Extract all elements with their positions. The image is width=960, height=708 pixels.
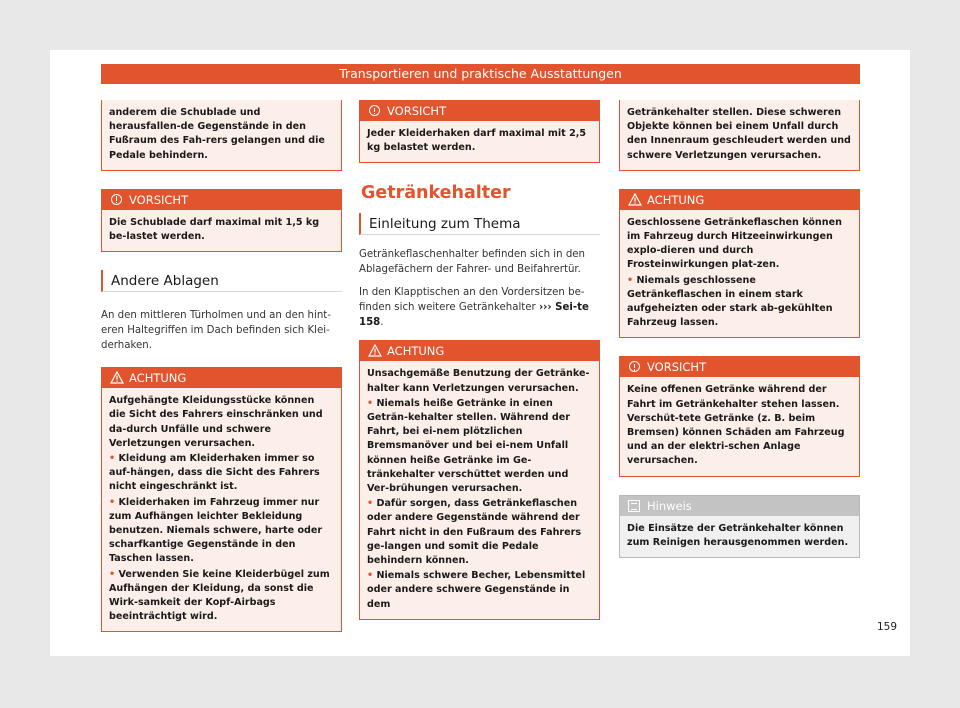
box-label: ACHTUNG <box>387 344 445 359</box>
vorsicht-box <box>359 100 600 163</box>
bullet-icon: • <box>109 453 116 465</box>
manual-page <box>50 50 910 656</box>
continued-text: anderem die Schublade und herausfallen-de Gegenstände in den Fußraum des Fah-rers gelangen und die Pedale behindern. <box>109 107 325 161</box>
achtung-intro: Geschlossene Getränkeflaschen können im Fahrzeug durch Hitzeeinwirkungen explo-dieren und durch Frosteinwirkungen plat-zen. <box>627 216 842 271</box>
info-circle-icon <box>629 361 640 372</box>
vorsicht-text: Jeder Kleiderhaken darf maximal mit 2,5 kg belastet werden. <box>367 128 587 154</box>
paragraph: Getränkeflaschenhalter befinden sich in den Ablagefächern der Fahrer- und Beifahrertür. <box>359 249 586 276</box>
continued-warning-box <box>619 100 860 171</box>
paragraph: In den Klapptischen an den Vordersitzen be-finden sich weitere Getränkehalter ››› Sei-te 158. <box>359 287 589 329</box>
chapter-title: Getränkehalter <box>361 183 511 204</box>
continued-warning-box <box>101 100 342 171</box>
paragraph: An den mittleren Türholmen und an den hint-eren Haltegriffen im Dach befinden sich Klei-derhaken. <box>101 310 331 352</box>
column-1 <box>101 100 342 650</box>
bullet-icon: • <box>367 570 374 582</box>
hinweis-box <box>619 495 860 558</box>
bullet-icon: • <box>627 274 634 286</box>
info-circle-icon <box>369 105 380 116</box>
bullet-icon: • <box>367 498 374 510</box>
page-number: 159 <box>877 621 898 633</box>
list-item: • Kleiderhaken im Fahrzeug immer nur zum Aufhängen leichter Bekleidung benutzen. Niemals schwere, harte oder scharfkantige Gegenstände in den Taschen lassen. <box>109 496 323 565</box>
page-header: Transportieren und praktische Ausstattungen <box>101 64 860 84</box>
box-label: VORSICHT <box>129 192 189 207</box>
bullet-icon: • <box>367 397 374 409</box>
warning-triangle-icon <box>110 371 124 384</box>
achtung-box <box>101 367 342 632</box>
page-reference-link[interactable]: ››› Sei-te 158 <box>359 302 589 329</box>
bullet-icon: • <box>109 496 116 508</box>
list-item: • Niemals heiße Getränke in einen Geträn-kehalter stellen. Während der Fahrt, bei ei-nem plötzlichen Bremsmanöver und bei ei-nem Unfall können heiße Getränke im Ge-tränkehalter verschüttet werden und Ver-brühungen verursachen. <box>367 397 570 495</box>
section-heading: Andere Ablagen <box>101 270 342 292</box>
list-item: • Niemals geschlossene Getränkeflaschen in einem stark aufgeheizten oder stark ab-gekühlten Fahrzeug lassen. <box>627 274 833 329</box>
column-3 <box>619 100 860 576</box>
warning-triangle-icon <box>368 344 382 357</box>
vorsicht-text: Keine offenen Getränke während der Fahrt im Getränkehalter stehen lassen. Verschüt-tete Getränke (z. B. beim Bremsen) können Schäden am Fahrzeug und an der elektri-schen Anlage verursachen. <box>627 384 845 467</box>
vorsicht-box <box>101 189 342 252</box>
warning-triangle-icon <box>628 193 642 206</box>
achtung-intro: Aufgehängte Kleidungsstücke können die Sicht des Fahrers einschränken und da-durch Unfälle und schwere Verletzungen verursachen. <box>109 395 323 449</box>
column-2 <box>359 100 600 638</box>
sub-heading: Einleitung zum Thema <box>359 213 600 235</box>
vorsicht-text: Die Schublade darf maximal mit 1,5 kg be-lastet werden. <box>109 216 320 243</box>
info-circle-icon <box>111 194 122 205</box>
hinweis-text: Die Einsätze der Getränkehalter können zum Reinigen herausgenommen werden. <box>627 522 849 548</box>
continued-text: Getränkehalter stellen. Diese schweren Objekte können bei einem Unfall durch den Innenraum geschleudert werden und schwere Verletzungen verursachen. <box>627 107 851 161</box>
bullet-icon: • <box>109 568 116 580</box>
achtung-box <box>619 189 860 339</box>
achtung-box <box>359 340 600 619</box>
list-item: • Verwenden Sie keine Kleiderbügel zum Aufhängen der Kleidung, da sonst die Wirk-samkeit der Kopf-Airbags beeinträchtigt wird. <box>109 568 330 623</box>
list-item: • Kleidung am Kleiderhaken immer so auf-hängen, dass die Sicht des Fahrers nicht eingeschränkt ist. <box>109 453 320 493</box>
achtung-intro: Unsachgemäße Benutzung der Getränke-halter kann Verletzungen verursachen. <box>367 368 590 394</box>
box-label: VORSICHT <box>647 360 707 375</box>
box-label: Hinweis <box>647 498 692 513</box>
list-item: • Dafür sorgen, dass Getränkeflaschen oder andere Gegenstände während der Fahrt nicht in den Fußraum des Fahrers ge-langen und somit die Pedale behindern können. <box>367 498 582 567</box>
note-icon <box>628 500 640 512</box>
box-label: ACHTUNG <box>129 371 187 386</box>
box-label: VORSICHT <box>387 104 447 118</box>
vorsicht-box <box>619 356 860 476</box>
list-item: • Niemals schwere Becher, Lebensmittel oder andere schwere Gegenstände in dem <box>367 570 586 610</box>
box-label: ACHTUNG <box>647 192 705 207</box>
